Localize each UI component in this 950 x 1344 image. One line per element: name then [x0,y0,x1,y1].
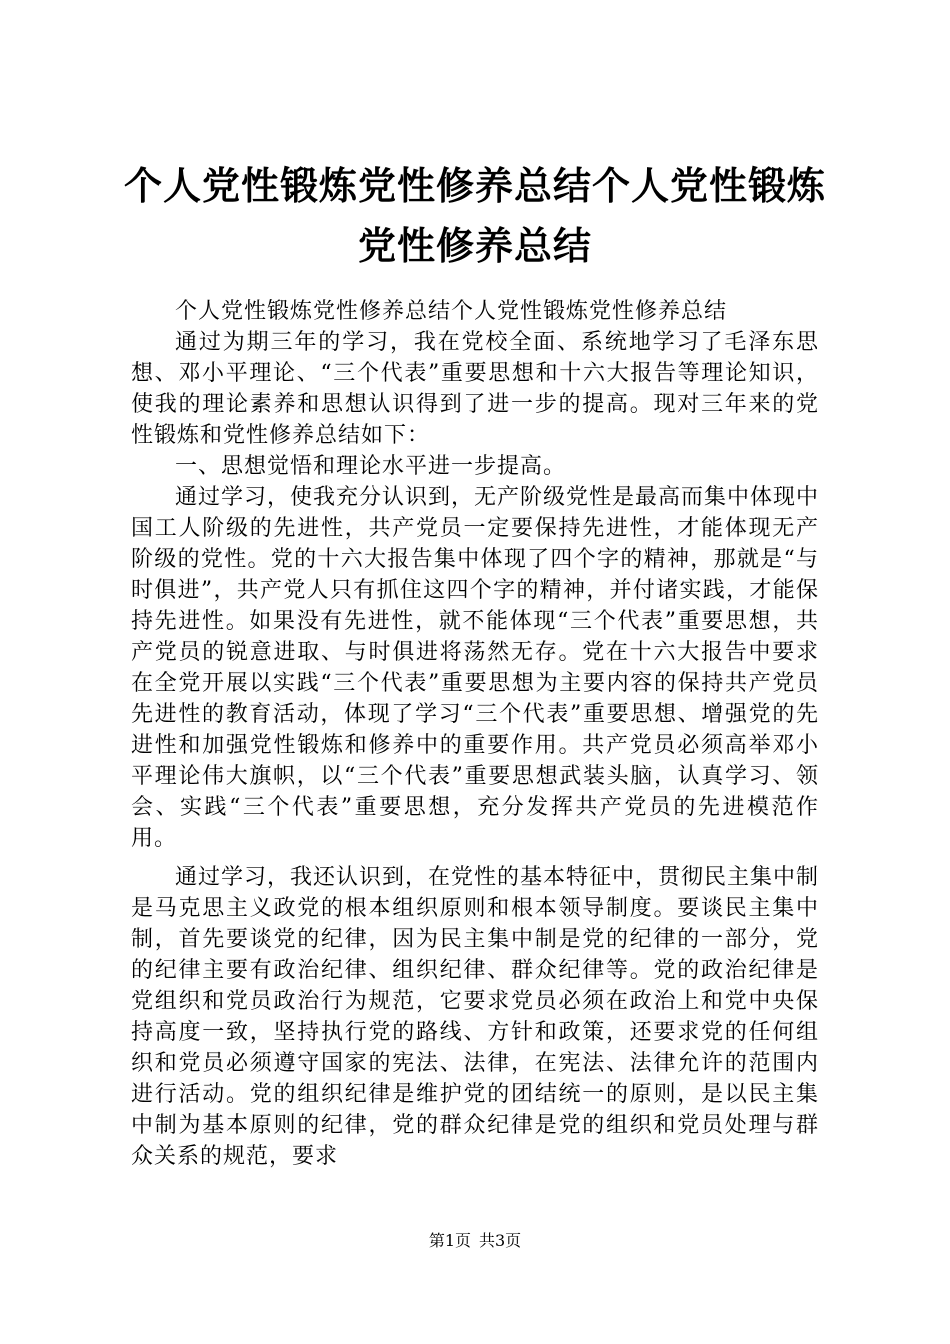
paragraph-subtitle: 个人党性锻炼党性修养总结个人党性锻炼党性修养总结 [175,299,728,324]
page-total: 共3页 [479,1231,522,1250]
paragraph-body: 通过学习，使我充分认识到，无产阶级党性是最高而集中体现中国工人阶级的先进性，共产党员一定要保持先进性，才能体现无产阶级的党性。党的十六大报告集中体现了四个字的精神，那就是“与时俱进”，共产党人只有抓住这四个字的精神，并付诸实践，才能保持先进性。如果没有先进性，就不能体现“三个代表”重要思想，共产党员的锐意进取、与时俱进将荡然无存。党在十六大报告中要求在全党开展以实践“三个代表”重要思想为主要内容的保持共产党员先进性的教育活动，体现了学习“三个代表”重要思想、增强党的先进性和加强党性锻炼和修养中的重要作用。共产党员必须高举邓小平理论伟大旗帜，以“三个代表”重要思想武装头脑，认真学习、领会、实践“三个代表”重要思想，充分发挥共产党员的先进模范作用。 [131,485,820,851]
paragraph-body: 通过学习，我还认识到，在党性的基本特征中，贯彻民主集中制是马克思主义政党的根本组织原则和根本领导制度。要谈民主集中制，首先要谈党的纪律，因为民主集中制是党的纪律的一部分，党的纪律主要有政治纪律、组织纪律、群众纪律等。党的政治纪律是党组织和党员政治行为规范，它要求党员必须在政治上和党中央保持高度一致，坚持执行党的路线、方针和政策，还要求党的任何组织和党员必须遵守国家的宪法、法律，在宪法、法律允许的范围内进行活动。党的组织纪律是维护党的团结统一的原则，是以民主集中制为基本原则的纪律，党的群众纪律是党的组织和党员处理与群众关系的规范，要求 [131,865,820,1169]
page-number: 第1页 [428,1231,471,1250]
document-title: 个人党性锻炼党性修养总结个人党性锻炼党性修养总结 [123,164,826,268]
section-heading: 一、思想觉悟和理论水平进一步提高。 [175,454,567,479]
page-footer [0,1230,950,1252]
paragraph-intro: 通过为期三年的学习，我在党校全面、系统地学习了毛泽东思想、邓小平理论、“三个代表”重要思想和十六大报告等理论知识，使我的理论素养和思想认识得到了进一步的提高。现对三年来的党性锻炼和党性修养总结如下： [131,330,819,448]
document-body [131,296,819,1172]
